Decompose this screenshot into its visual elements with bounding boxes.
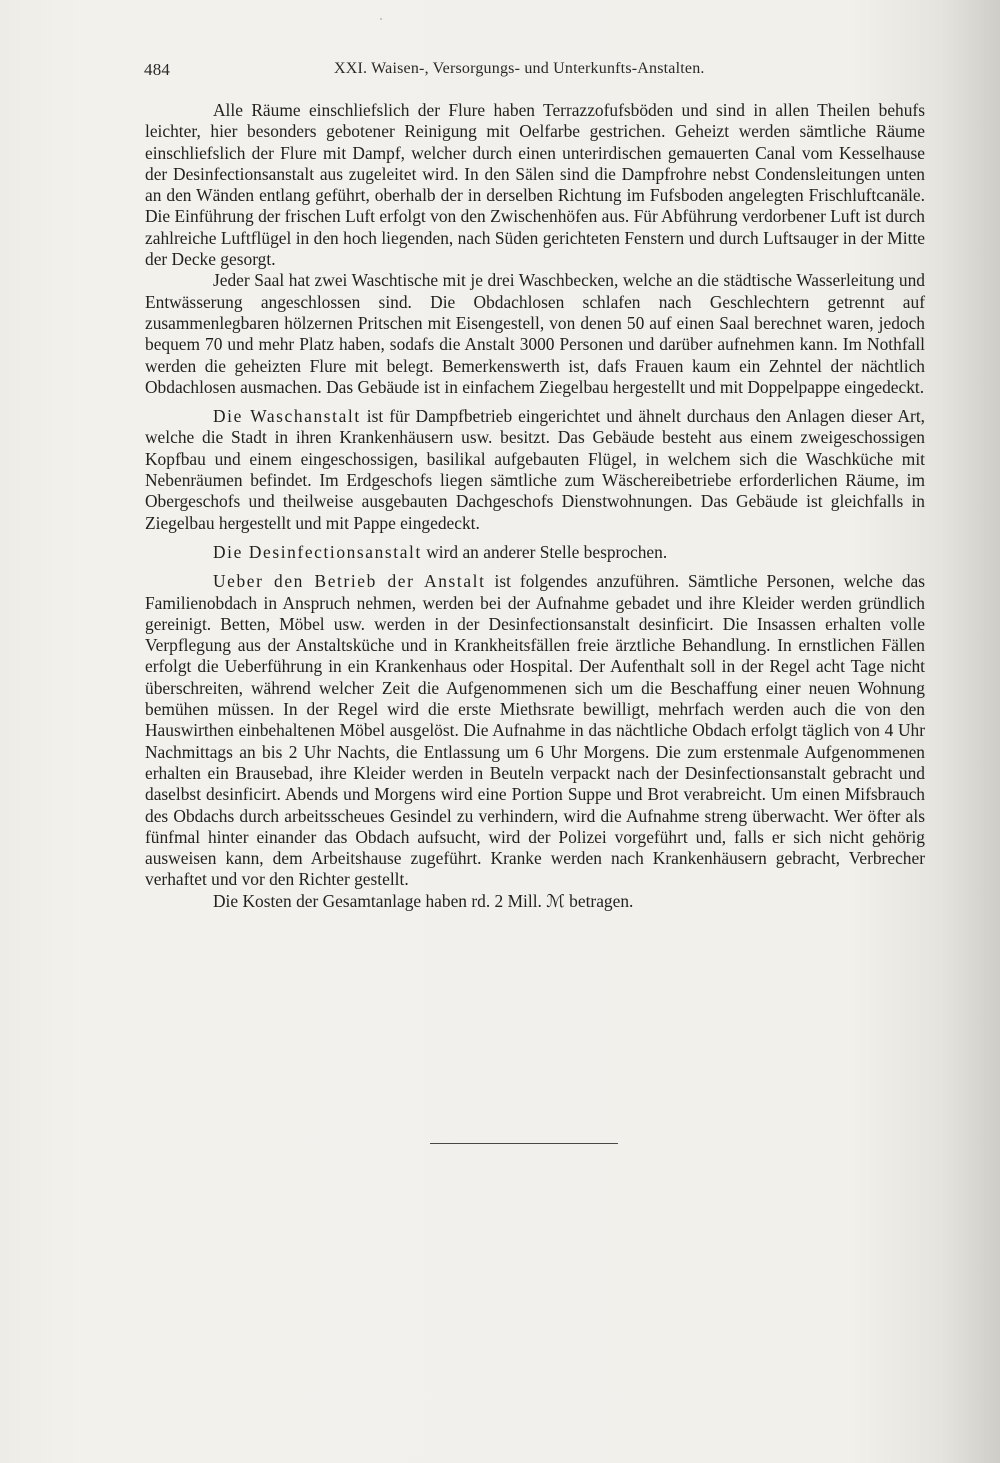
body-text [145,100,925,912]
paragraph-sleeping-halls: Jeder Saal hat zwei Waschtische mit je drei Waschbecken, welche an die städtische Wasserleitung und Entwässerung angeschlossen sind. Die Obdachlosen schlafen nach Geschlechtern getrennt auf zusammenlegbaren hölzernen Pritschen mit Eisengestell, von denen 50 auf einen Saal berechnet waren, jedoch bequem 70 und mehr Platz haben, sodafs die Anstalt 3000 Personen und darüber aufnehmen kann. Im Nothfall werden die geheizten Flure mit belegt. Bemerkenswerth ist, dafs Frauen kaum ein Zehntel der nächtlich Obdachlosen ausmachen. Das Gebäude ist in einfachem Ziegelbau hergestellt und mit Doppelpappe eingedeckt. [145,270,925,397]
paragraph-laundry-text: ist für Dampfbetrieb eingerichtet und ähnelt durchaus den Anlagen dieser Art, welche die Stadt in ihren Krankenhäusern usw. besitzt. Das Gebäude besteht aus einem zweigeschossigen Kopfbau und einem eingeschossigen, basilikal aufgebauten Flügel, in welchem sich die Waschküche mit Nebenräumen befindet. Im Erdgeschofs liegen sämtliche zum Wäschereibetriebe erforderlichen Räume, im Obergeschofs und theilweise ausgebauten Dachgeschofs Dienstwohnungen. Das Gebäude ist gleichfalls in Ziegelbau hergestellt und mit Pappe eingedeckt. [145,406,925,533]
paragraph-disinfection [145,542,925,563]
paragraph-disinfection-text: wird an anderer Stelle besprochen. [421,541,668,562]
running-title: XXI. Waisen-, Versorgungs- und Unterkunfts-Anstalten. [334,60,705,77]
paragraph-laundry [145,406,925,534]
paragraph-heating-ventilation: Alle Räume einschliefslich der Flure haben Terrazzofufsböden und sind in allen Theilen behufs leichter, hier besonders gebotener Reinigung mit Oelfarbe gestrichen. Geheizt werden sämtliche Räume einschliefslich der Flure mit Dampf, welcher durch einen unterirdischen gemauerten Canal vom Kesselhause der Desinfectionsanstalt aus zugeleitet wird. In den Sälen sind die Dampfrohre nebst Condensleitungen unten an den Wänden entlang geführt, oberhalb der in derselben Richtung im Fufsboden angelegten Frischluftcanäle. Die Einführung der frischen Luft erfolgt von den Zwischenhöfen aus. Für Abführung verdorbener Luft ist durch zahlreiche Luftflügel in den hoch liegenden, nach Süden gerichteten Fenstern und durch Luftsauger in der Mitte der Decke gesorgt. [145,100,925,270]
lead-desinfectionsanstalt: Die Desinfectionsanstalt [213,541,422,562]
paragraph-operation-text: ist folgendes anzuführen. Sämtliche Personen, welche das Familienobdach in Anspruch nehmen, werden bei der Aufnahme gebadet und ihre Kleider werden gründlich gereinigt. Betten, Möbel usw. werden in der Desinfectionsanstalt desinficirt. Die Insassen erhalten volle Verpflegung aus der Anstaltsküche und in Krankheitsfällen freie ärztliche Behandlung. In ernstlichen Fällen erfolgt die Ueberführung in ein Krankenhaus oder Hospital. Der Aufenthalt soll in der Regel acht Tage nicht überschreiten, während welcher Zeit die Aufgenommenen sich um die Beschaffung einer neuen Wohnung bemühen müssen. In der Regel wird die erste Miethsrate bewilligt, mehrfach werden auch die von den Hauswirthen einbehaltenen Möbel ausgelöst. Die Aufnahme in das nächtliche Obdach erfolgt täglich von 4 Uhr Nachmittags an bis 2 Uhr Nachts, die Entlassung um 6 Uhr Morgens. Die zum erstenmale Aufgenommenen erhalten ein Brausebad, ihre Kleider werden in Beuteln verpackt nach der Desinfectionsanstalt gebracht und daselbst desinficirt. Abends und Morgens wird eine Portion Suppe und Brot verabreicht. Um einen Mifsbrauch des Obdachs durch arbeitsscheues Gesindel zu verhindern, wird die Aufnahme streng überwacht. Wer öfter als fünfmal hinter einander das Obdach aufsucht, wird der Polizei vorgeführt und, falls er sich nicht gehörig ausweisen kann, dem Arbeitshause zugeführt. Kranke werden nach Krankenhäusern gebracht, Verbrecher verhaftet und vor den Richter gestellt. [145,571,926,890]
closing-rule [430,1143,618,1144]
running-header [144,60,754,84]
specks [380,18,382,20]
lead-betrieb: Ueber den Betrieb der Anstalt [213,571,486,592]
paragraph-operation [145,571,925,890]
page-number: 484 [144,60,171,79]
paragraph-costs: Die Kosten der Gesamtanlage haben rd. 2 Mill. ℳ betragen. [213,890,634,911]
lead-waschanstalt: Die Waschanstalt [213,406,361,427]
